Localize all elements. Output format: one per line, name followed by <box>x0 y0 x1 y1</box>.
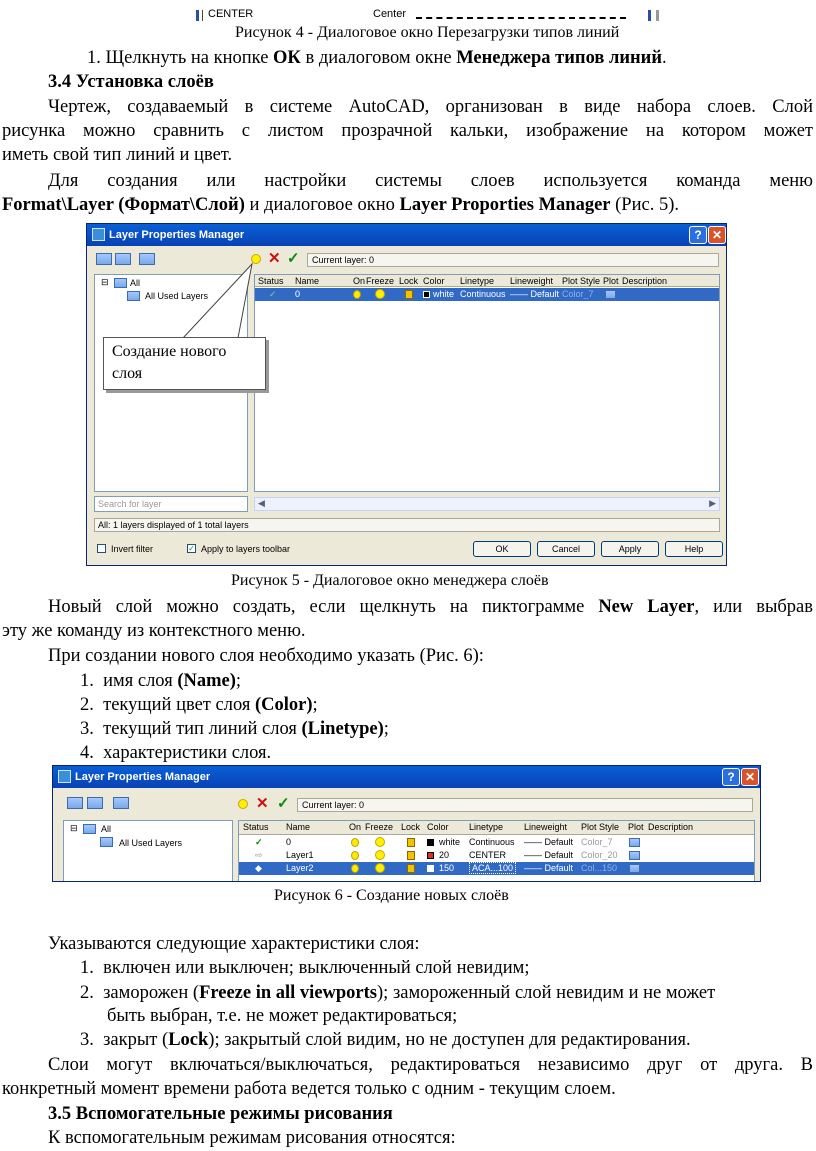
list2-item2: 2. заморожен (Freeze in all viewports); замороженный слой невидим и не может <box>80 983 716 1003</box>
help-title-button[interactable]: ? <box>722 768 740 786</box>
current-layer-box <box>307 253 719 267</box>
tree-node-all[interactable]: All <box>101 824 112 834</box>
table-row[interactable]: ✓ 0 white Continuous —— Default Color_7 <box>239 836 754 849</box>
new-property-filter-icon[interactable] <box>96 253 112 265</box>
tree-node-all[interactable]: All <box>130 278 141 288</box>
filter-tree: ⊟ All All Used Layers <box>94 274 248 492</box>
freeze-icon[interactable] <box>375 850 385 860</box>
section-heading-3-5: 3.5 Вспомогательные режимы рисования <box>48 1104 393 1124</box>
delete-layer-icon[interactable]: ✕ <box>268 250 281 267</box>
filter-tree: ⊟ All All Used Layers <box>63 820 233 882</box>
new-layer-callout <box>103 337 266 390</box>
plot-icon[interactable] <box>629 851 640 860</box>
new-property-filter-icon[interactable] <box>67 797 83 809</box>
freeze-icon[interactable] <box>375 863 385 873</box>
cancel-button[interactable]: Cancel <box>537 541 595 557</box>
para3-line1: Новый слой можно создать, если щелкнуть на пиктограмме New Layer, или выбрав <box>48 597 813 617</box>
lock-icon[interactable] <box>405 290 413 299</box>
dialog2-title: Layer Properties Manager <box>75 771 211 783</box>
callout-pointer <box>180 258 260 340</box>
plot-icon[interactable] <box>605 290 616 299</box>
plot-icon[interactable] <box>629 864 640 873</box>
close-button[interactable]: ✕ <box>708 226 726 244</box>
current-layer-label: Current layer: 0 <box>302 800 365 810</box>
app-icon <box>92 228 105 241</box>
app-icon <box>58 770 71 783</box>
tree-node-used-layers[interactable]: All Used Layers <box>145 291 209 301</box>
help-title-button[interactable]: ? <box>689 226 707 244</box>
figure6-caption: Рисунок 6 - Создание новых слоёв <box>274 887 509 904</box>
linetype-description: Center <box>373 8 407 20</box>
para4: При создании нового слоя необходимо указать (Рис. 6): <box>48 646 484 666</box>
list2-item1: 1. включен или выключен; выключенный слой невидим; <box>80 958 530 978</box>
dialog-titlebar <box>87 224 726 246</box>
figure5-caption: Рисунок 5 - Диалоговое окно менеджера слоёв <box>231 572 549 589</box>
table-row[interactable]: ◆ Layer2 150 ACA...100 —— Default Col...150 <box>239 862 754 875</box>
list1-item2: 2. текущий цвет слоя (Color); <box>80 695 318 715</box>
list1-item4: 4. характеристики слоя. <box>80 743 272 763</box>
help-button[interactable]: Help <box>665 541 723 557</box>
apply-button[interactable]: Apply <box>601 541 659 557</box>
para1-line3: иметь свой тип линий и цвет. <box>2 145 233 165</box>
on-icon[interactable] <box>351 864 359 873</box>
new-group-filter-icon[interactable] <box>87 797 103 809</box>
set-current-icon[interactable]: ✓ <box>287 250 300 267</box>
step1: 1. Щелкнуть на кнопке ОК в диалоговом окне Менеджера типов линий. <box>87 48 667 68</box>
search-input[interactable]: Search for layer <box>94 496 248 512</box>
para1-line2: рисунка можно сравнить с листом прозрачной кальки, изображение на котором может <box>2 121 813 141</box>
filter-icon <box>100 837 113 847</box>
new-layer-icon[interactable] <box>238 799 248 809</box>
apply-toolbar-label: Apply to layers toolbar <box>201 544 291 554</box>
on-icon[interactable] <box>353 290 361 299</box>
para5: Указываются следующие характеристики слоя: <box>48 934 420 954</box>
status-bar: All: 1 layers displayed of 1 total layers <box>94 518 720 532</box>
callout-line2: слоя <box>112 365 143 382</box>
plot-icon[interactable] <box>629 838 640 847</box>
current-layer-box <box>297 798 753 812</box>
layer-states-icon[interactable] <box>113 797 129 809</box>
delete-layer-icon[interactable]: ✕ <box>256 795 269 812</box>
horizontal-scrollbar[interactable]: ◀ ▶ <box>254 497 720 511</box>
freeze-icon[interactable] <box>375 289 385 299</box>
table-row[interactable]: ✓ 0 white Continuous —— Default Color_7 <box>255 288 719 301</box>
layer-states-icon[interactable] <box>139 253 155 265</box>
para3-line2: эту же команду из контекстного меню. <box>2 621 306 641</box>
set-current-icon[interactable]: ✓ <box>277 795 290 812</box>
para2-line2: Format\Layer (Формат\Слой) и диалоговое окно Layer Proporties Manager (Рис. 5). <box>2 195 679 215</box>
color-swatch-icon[interactable] <box>427 839 434 846</box>
lock-icon[interactable] <box>407 838 415 847</box>
layer-properties-dialog-2 <box>52 765 761 882</box>
filter-icon <box>127 291 140 301</box>
color-swatch-icon[interactable] <box>427 865 434 872</box>
layer-grid <box>254 274 720 492</box>
figure4-caption: Рисунок 4 - Диалоговое окно Перезагрузки типов линий <box>235 24 620 41</box>
new-group-filter-icon[interactable] <box>115 253 131 265</box>
on-icon[interactable] <box>351 838 359 847</box>
lock-icon[interactable] <box>407 851 415 860</box>
lock-icon[interactable] <box>407 864 415 873</box>
freeze-icon[interactable] <box>375 837 385 847</box>
list2-item3: 3. закрыт (Lock); закрытый слой видим, но не доступен для редактирования. <box>80 1030 691 1050</box>
tree-node-used-layers[interactable]: All Used Layers <box>119 838 183 848</box>
apply-toolbar-checkbox[interactable]: ✓ <box>188 544 195 553</box>
color-swatch-icon[interactable] <box>427 852 434 859</box>
callout-line1: Создание нового <box>112 343 227 360</box>
table-row[interactable]: ⇨ Layer1 20 CENTER —— Default Color_20 <box>239 849 754 862</box>
current-layer-label: Current layer: 0 <box>312 255 375 265</box>
ok-button[interactable]: OK <box>473 541 531 557</box>
list1-item3: 3. текущий тип линий слоя (Linetype); <box>80 719 389 739</box>
para2-line1: Для создания или настройки системы слоев используется команда меню <box>48 171 813 191</box>
close-button[interactable]: ✕ <box>741 768 759 786</box>
invert-filter-label: Invert filter <box>111 544 154 554</box>
linetype-name: CENTER <box>208 8 254 20</box>
invert-filter-checkbox[interactable] <box>97 544 106 553</box>
para7: К вспомогательным режимам рисования относятся: <box>48 1128 456 1148</box>
para6-line2: конкретный момент времени работа ведется только с одним - текущим слоем. <box>2 1079 616 1099</box>
on-icon[interactable] <box>351 851 359 860</box>
grid-header: Status Name On Freeze Lock Color Linetype Lineweight Plot Style Plot Description <box>255 275 719 287</box>
color-swatch-icon[interactable] <box>423 291 430 298</box>
grid-header: Status Name On Freeze Lock Color Linetype Lineweight Plot Style Plot Description <box>239 821 754 835</box>
list2-item2-line2: быть выбран, т.е. не может редактироваться; <box>107 1006 458 1026</box>
layers-icon <box>83 824 96 834</box>
dialog2-titlebar <box>53 766 760 788</box>
dialog-title: Layer Properties Manager <box>109 229 245 241</box>
para1-line1: Чертеж, создаваемый в системе AutoCAD, организован в виде набора слоев. Слой <box>48 97 813 117</box>
layer-grid <box>238 820 755 882</box>
list1-item1: 1. имя слоя (Name); <box>80 671 242 691</box>
para6-line1: Слои могут включаться/выключаться, редактироваться независимо друг от друга. В <box>48 1055 813 1075</box>
layers-icon <box>114 278 127 288</box>
section-heading-3-4: 3.4 Установка слоёв <box>48 72 214 92</box>
figure4-fragment <box>196 8 666 23</box>
